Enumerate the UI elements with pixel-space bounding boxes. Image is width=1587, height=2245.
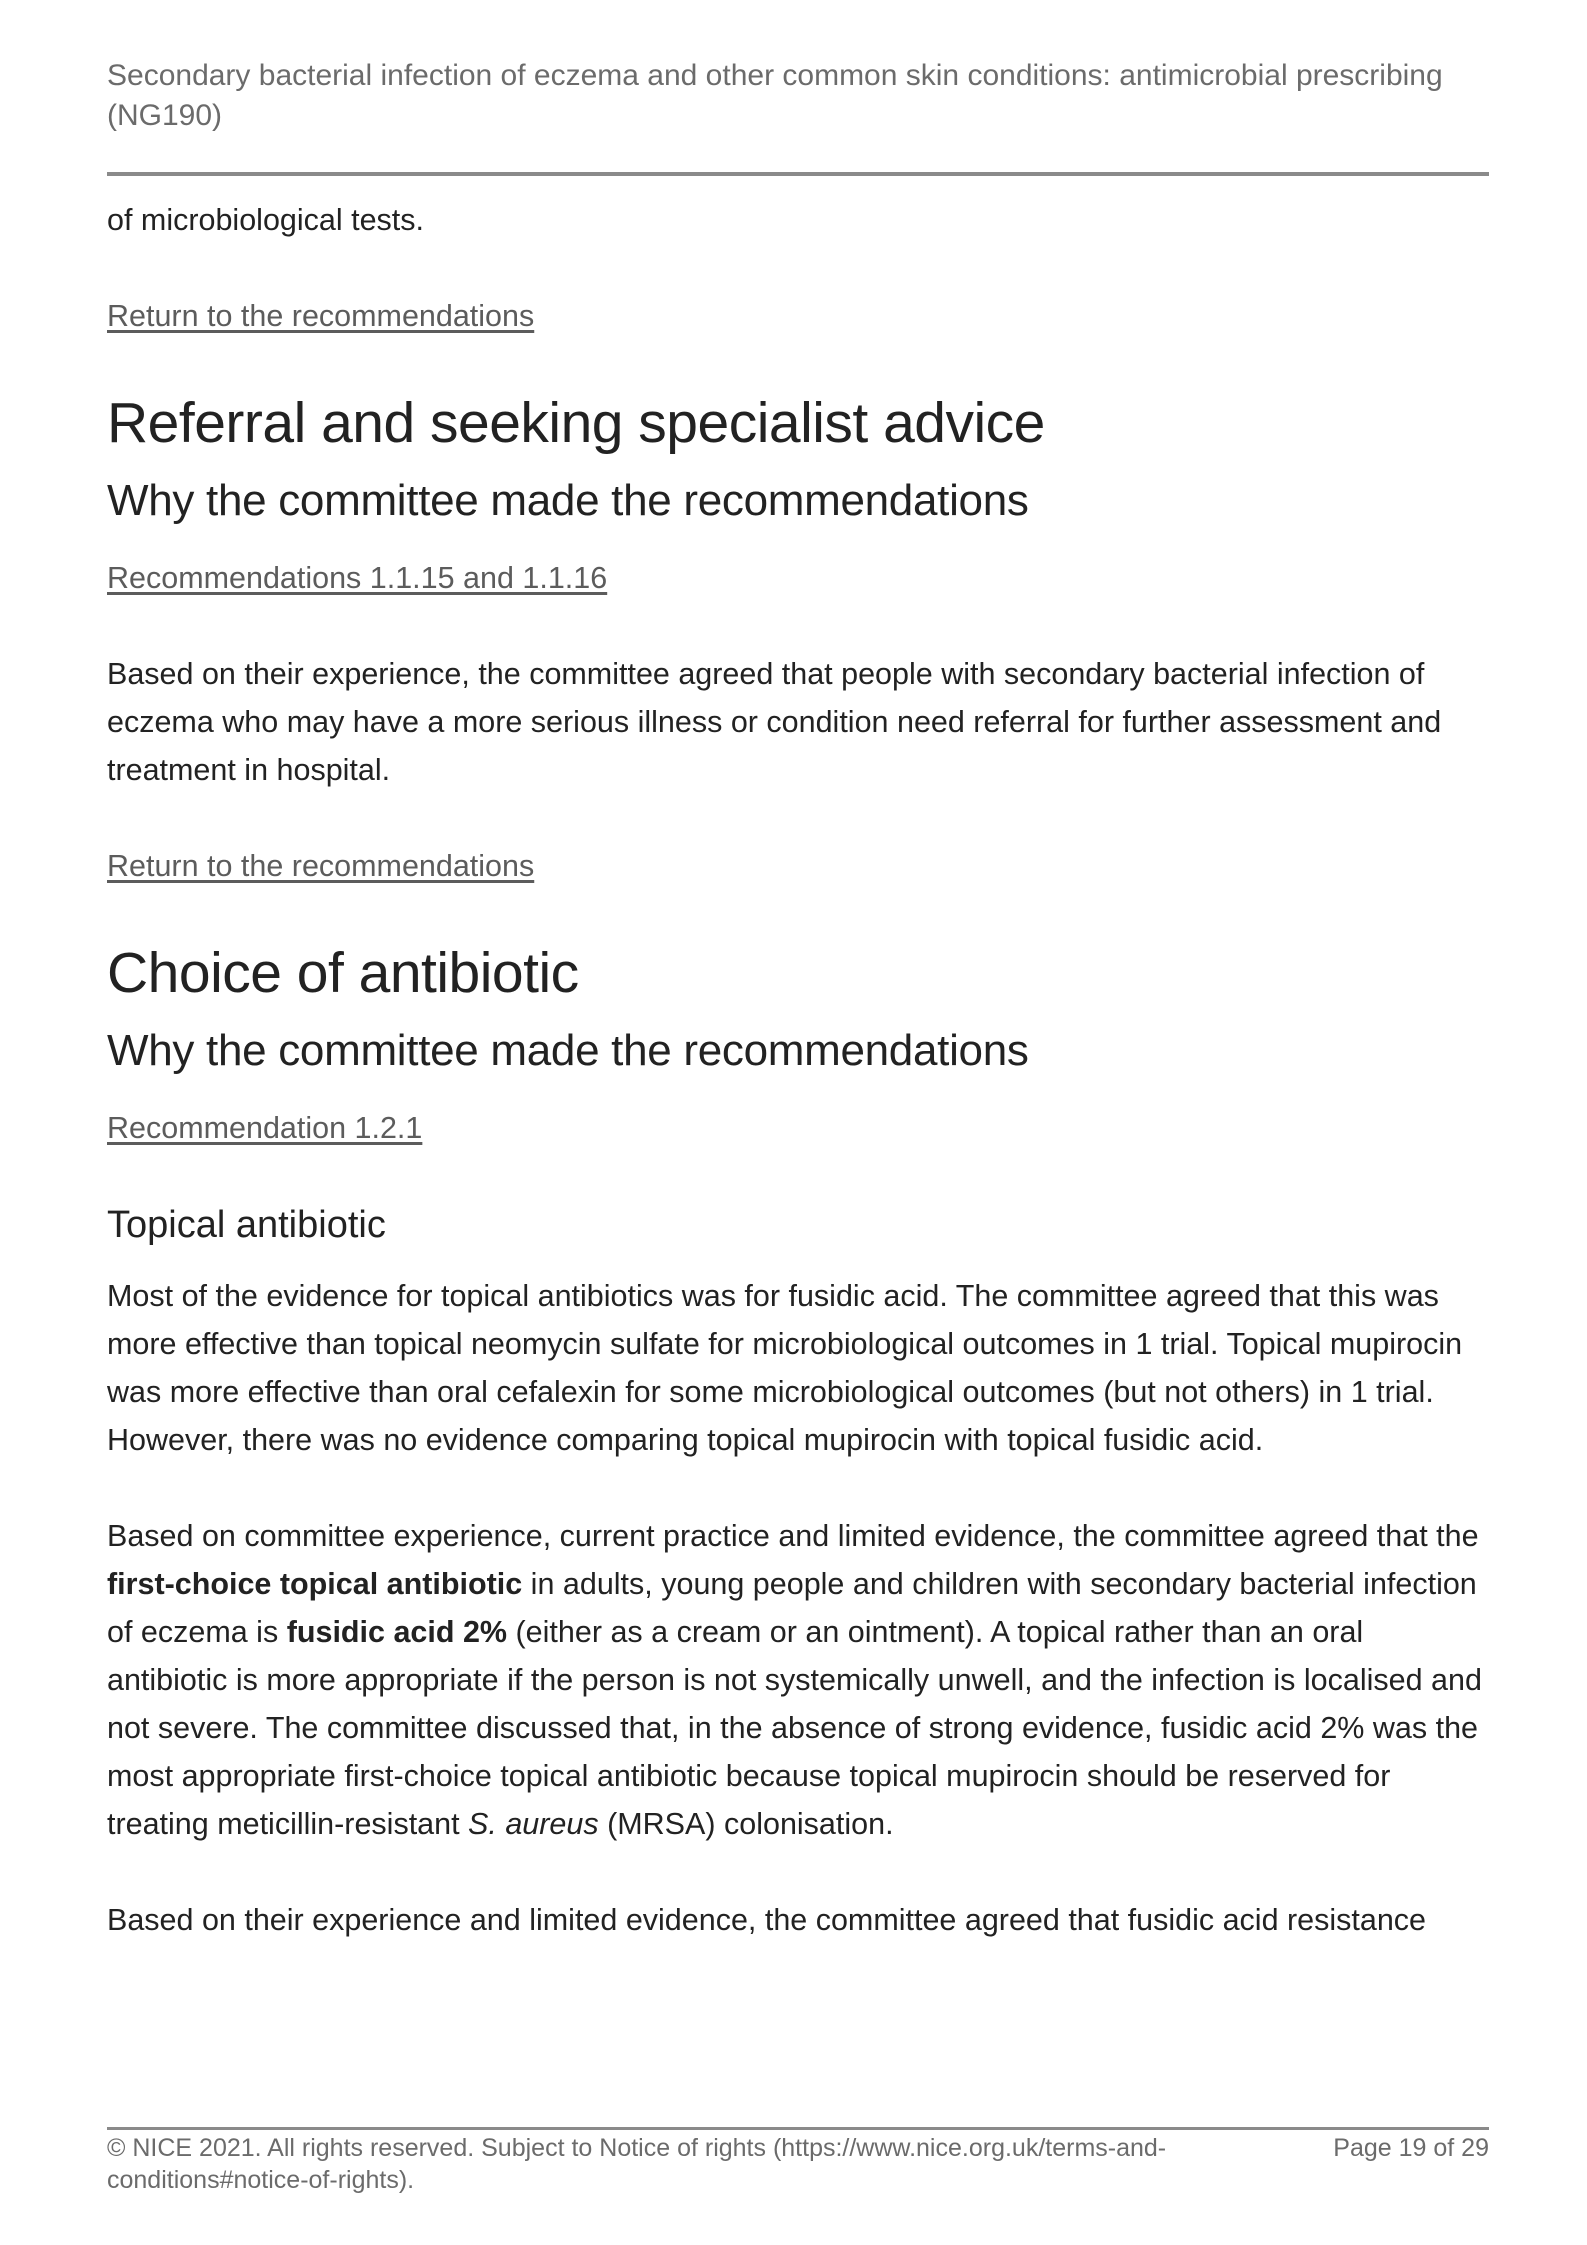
document-header: Secondary bacterial infection of eczema and other common skin conditions: antimicrobial prescribing (NG190) [107,59,1443,132]
bold-fusidic-acid: fusidic acid 2% [286,1615,508,1649]
page-number: Page 19 of 29 [1333,2134,1489,2162]
return-to-recommendations-link[interactable]: Return to the recommendations [107,299,535,333]
referral-paragraph: Based on their experience, the committee agreed that people with secondary bacterial infection of eczema who may have a more serious illness or condition need referral for further assessment and treatment in hospital. [107,657,1442,787]
bold-first-choice: first-choice topical antibiotic [107,1567,523,1601]
choice-of-antibiotic-section [107,938,1489,1944]
topical-antibiotic-heading: Topical antibiotic [107,1204,386,1246]
footer-divider [107,2127,1489,2130]
header-divider [107,172,1489,176]
text-span: (either as a cream or an ointment). A topical rather than an oral antibiotic is more appropriate if the person is not systemically unwell, and the infection is localised and not severe. The committee discussed that, in the absence of strong evidence, fusidic acid 2% was the most appropriate first-choice topical antibiotic because topical mupirocin should be reserved for treating meticillin-resistant [107,1615,1482,1841]
referral-heading: Referral and seeking specialist advice [107,391,1045,455]
document-body [107,196,1489,1992]
topical-paragraph-1: Most of the evidence for topical antibiotics was for fusidic acid. The committee agreed that this was more effective than topical neomycin sulfate for microbiological outcomes in 1 trial. Topical mupirocin was more effective than oral cefalexin for some microbiological outcomes (but not others) in 1 trial. However, there was no evidence comparing topical mupirocin with topical fusidic acid. [107,1279,1463,1457]
referral-subheading: Why the committee made the recommendations [107,476,1029,525]
text-span: (MRSA) colonisation. [598,1807,894,1841]
topical-paragraph-3: Based on their experience and limited evidence, the committee agreed that fusidic acid resistance [107,1903,1427,1937]
footer-copyright: © NICE 2021. All rights reserved. Subject to Notice of rights (https://www.nice.org.uk/terms-and-conditions#notice-of-rights). [107,2134,1167,2194]
italic-s-aureus: S. aureus [468,1807,599,1841]
referral-section [107,388,1489,890]
text-span: Based on committee experience, current practice and limited evidence, the committee agreed that the [107,1519,1479,1553]
topical-paragraph-2 [107,1512,1489,1848]
return-to-recommendations-link[interactable]: Return to the recommendations [107,849,535,883]
choice-subheading: Why the committee made the recommendations [107,1026,1029,1075]
recommendation-1-2-1-link[interactable]: Recommendation 1.2.1 [107,1111,423,1145]
choice-heading: Choice of antibiotic [107,941,579,1005]
continuation-text: of microbiological tests. [107,203,424,237]
recommendations-1-1-15-link[interactable]: Recommendations 1.1.15 and 1.1.16 [107,561,608,595]
text-span: in adults, young people and children with secondary bacterial infection of eczema is [107,1567,1477,1649]
